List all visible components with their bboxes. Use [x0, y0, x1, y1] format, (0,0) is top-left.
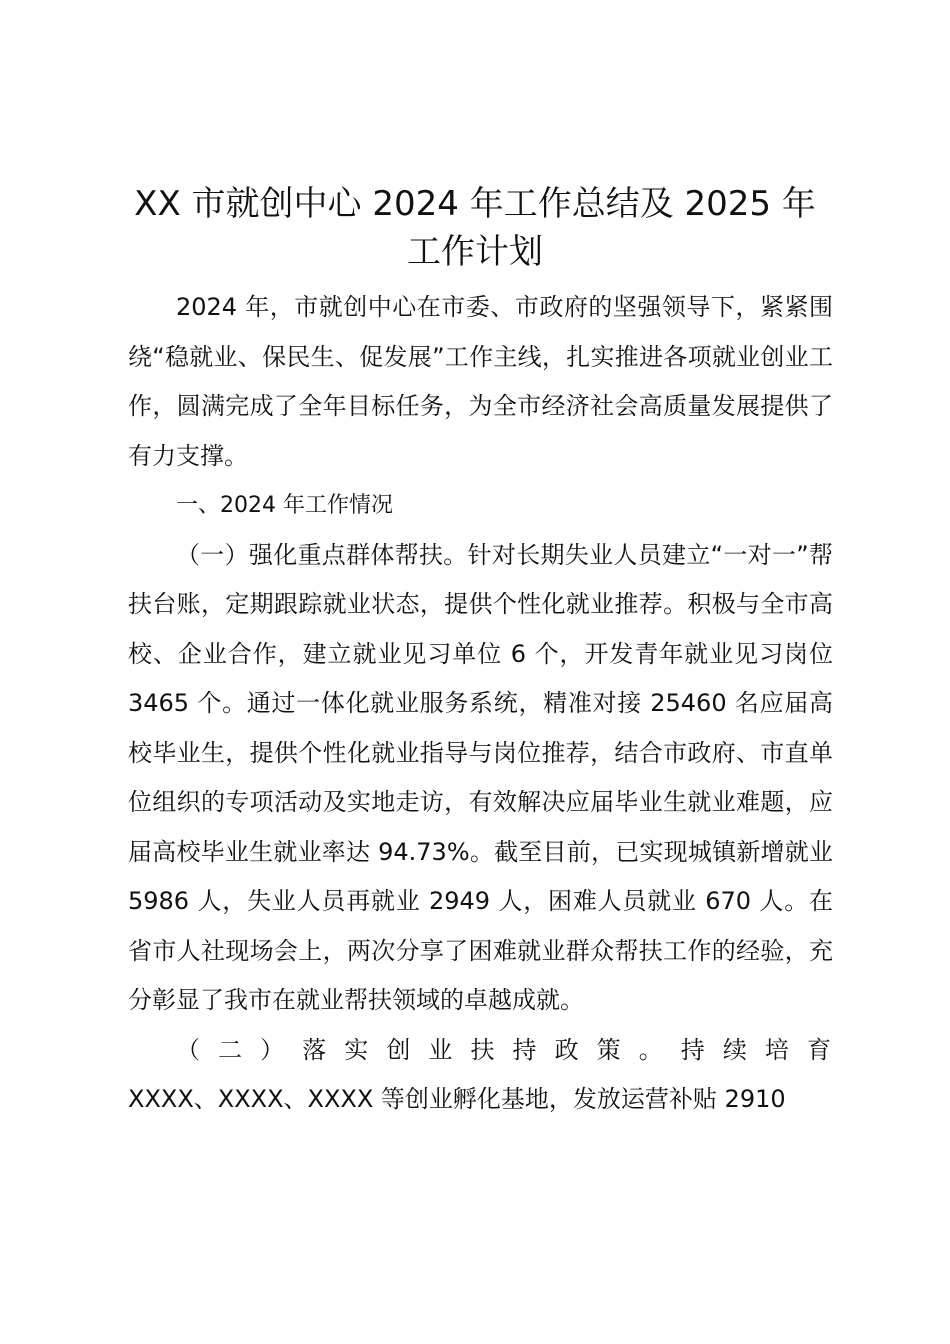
section-heading-1: 一、2024 年工作情况	[176, 493, 393, 518]
section-1-item-2-paragraph	[128, 1026, 833, 1125]
item-2-line-1: （二）落实创业扶持政策。持续培育	[176, 1035, 833, 1064]
title-line-2: 工作计划	[407, 232, 543, 272]
section-1-item-1-paragraph: （一）强化重点群体帮扶。针对长期失业人员建立“一对一”帮扶台账，定期跟踪就业状态，提供个性化就业推荐。积极与全市高校、企业合作，建立就业见习单位 6 个，开发青年就业见习岗位 3465 个。通过一体化就业服务系统，精准对接 25460 名应届高校毕业生，提供个性化就业指导与岗位推荐，结合市政府、市直单位组织的专项活动及实地走访，有效解决应届毕业生就业难题，应届高校毕业生就业率达 94.73%。截至目前，已实现城镇新增就业 5986 人，失业人员再就业 2949 人，困难人员就业 670 人。在省市人社现场会上，两次分享了困难就业群众帮扶工作的经验，充分彰显了我市在就业帮扶领域的卓越成就。	[128, 540, 833, 1014]
document-title	[100, 180, 850, 276]
item-2-line-2: XXXX、XXXX、XXXX 等创业孵化基地，发放运营补贴 2910	[128, 1085, 786, 1113]
title-line-1: XX 市就创中心 2024 年工作总结及 2025 年	[134, 184, 816, 224]
intro-paragraph: 2024 年，市就创中心在市委、市政府的坚强领导下，紧紧围绕“稳就业、保民生、促发展”工作主线，扎实推进各项就业创业工作，圆满完成了全年目标任务，为全市经济社会高质量发展提供了有力支撑。	[128, 293, 833, 470]
document-body	[128, 283, 833, 1125]
